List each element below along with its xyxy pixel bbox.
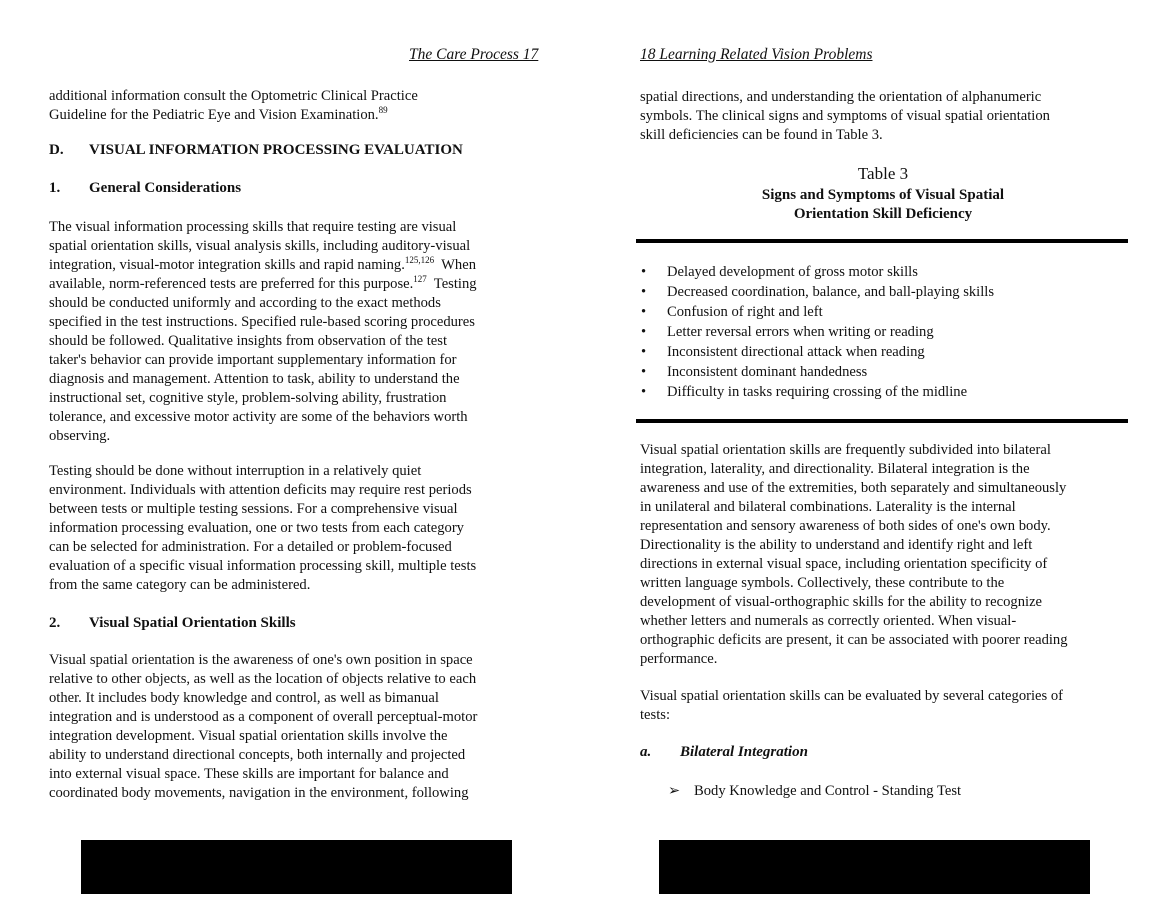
text-line: spatial directions, and understanding the orientation of alphanumeric	[640, 89, 1042, 105]
text-line: tolerance, and excessive motor activity are some of the behaviors worth	[49, 409, 468, 425]
text-line: Testing should be done without interruption in a relatively quiet	[49, 463, 422, 479]
text-line: orthographic deficits are present, it can be associated with poorer reading	[640, 632, 1068, 648]
table-label: Table 3	[857, 164, 909, 183]
text-line: Guideline for the Pediatric Eye and Vision Examination.$^{89}$	[49, 105, 388, 123]
list-item: • Confusion of right and left	[641, 304, 823, 320]
list-item: • Difficulty in tasks requiring crossing of the midline	[641, 384, 968, 400]
text-line: performance.	[640, 651, 718, 667]
table-top-rule	[636, 239, 1128, 243]
citation: 127	[413, 274, 427, 284]
text-line: coordinated body movements, navigation in the environment, following	[49, 785, 469, 801]
text-line: skill deficiencies can be found in Table 3.	[640, 127, 883, 143]
list-item: • Delayed development of gross motor skills	[641, 264, 918, 280]
text-line: from the same category can be administered.	[49, 577, 311, 593]
list-item: • Decreased coordination, balance, and ball-playing skills	[641, 284, 995, 300]
subsection-heading: 1. General Considerations	[49, 180, 242, 196]
bullet-icon: •	[641, 304, 647, 320]
intro-paragraph	[640, 88, 1130, 145]
text-line: representation and sensory awareness of both sides of one's own body.	[640, 518, 1051, 534]
arrow-bullet-icon: ➢	[668, 783, 681, 799]
bullet-icon: •	[641, 264, 647, 280]
citation: 89	[378, 105, 388, 115]
paragraph	[640, 441, 1130, 669]
paragraph	[49, 651, 539, 803]
text-line: available, norm-referenced tests are preferred for this purpose.$^{127}$ Testing	[49, 274, 477, 292]
bullet-icon: •	[641, 384, 647, 400]
text-line: development of visual-orthographic skills for the ability to recognize	[640, 594, 1043, 610]
text-line: diagnosis and management. Attention to task, ability to understand the	[49, 371, 460, 387]
text-line: can be selected for administration. For a detailed or problem-focused	[49, 539, 452, 555]
citation: 125,126	[404, 255, 435, 265]
text-line: Visual spatial orientation skills are frequently subdivided into bilateral	[640, 442, 1051, 458]
text-line: spatial orientation skills, visual analysis skills, including auditory-visual	[49, 238, 471, 254]
subsection-heading: 2. Visual Spatial Orientation Skills	[49, 615, 296, 631]
text-line: Visual spatial orientation skills can be evaluated by several categories of	[640, 688, 1064, 704]
paragraph	[49, 218, 539, 446]
text-line: directions in external visual space, including orientation specificity of	[640, 556, 1048, 572]
text-line: should be followed. Qualitative insights from observation of the test	[49, 333, 448, 349]
page-header: 18 Learning Related Vision Problems	[640, 46, 873, 63]
text-line: ability to understand directional concepts, both internally and projected	[49, 747, 466, 763]
paragraph	[640, 687, 1130, 725]
bullet-icon: •	[641, 324, 647, 340]
text-line: taker's behavior can provide important supplementary information for	[49, 352, 457, 368]
paragraph	[49, 462, 539, 595]
list-item: • Inconsistent dominant handedness	[641, 364, 868, 380]
table-title: Signs and Symptoms of Visual Spatial Orientation Skill Deficiency	[761, 187, 1005, 222]
text-line: in unilateral and bilateral combinations. Laterality is the internal	[640, 499, 1016, 515]
text-line: should be conducted uniformly and according to the exact methods	[49, 295, 441, 311]
list-item: • Inconsistent directional attack when reading	[641, 344, 925, 360]
text-line: awareness and use of the extremities, both separately and simultaneously	[640, 480, 1067, 496]
text-line: Visual spatial orientation is the awareness of one's own position in space	[49, 652, 473, 668]
text-line: specified in the test instructions. Specified rule-based scoring procedures	[49, 314, 475, 330]
text-line: integration development. Visual spatial orientation skills involve the	[49, 728, 448, 744]
symptom-list	[640, 262, 994, 402]
text-line: The visual information processing skills that require testing are visual	[49, 219, 457, 235]
text-line: other. It includes body knowledge and control, as well as bimanual	[49, 690, 439, 706]
text-line: integration and is understood as a component of overall perceptual-motor	[49, 709, 478, 725]
text-line: Directionality is the ability to understand and identify right and left	[640, 537, 1033, 553]
text-line: tests:	[640, 707, 670, 723]
text-line: relative to other objects, as well as the location of objects relative to each	[49, 671, 477, 687]
page-header: The Care Process 17	[409, 46, 539, 63]
section-heading: D. VISUAL INFORMATION PROCESSING EVALUATION	[49, 142, 463, 158]
text-line: whether letters and numerals as correctly oriented. When visual-	[640, 613, 1017, 629]
bullet-icon: •	[641, 364, 647, 380]
redaction-bar	[81, 840, 512, 894]
text-line: observing.	[49, 428, 111, 444]
text-line: into external visual space. These skills are important for balance and	[49, 766, 449, 782]
text-line: environment. Individuals with attention deficits may require rest periods	[49, 482, 472, 498]
text-line: between tests or multiple testing sessions. For a comprehensive visual	[49, 501, 458, 517]
text-line: written language symbols. Collectively, these contribute to the	[640, 575, 1005, 591]
redaction-bar	[659, 840, 1090, 894]
subsection-heading: a. Bilateral Integration	[640, 744, 808, 760]
arrow-list-item: ➢ Body Knowledge and Control - Standing Test	[668, 783, 962, 799]
bullet-icon: •	[641, 344, 647, 360]
intro-paragraph	[49, 87, 539, 125]
bullet-icon: •	[641, 284, 647, 300]
text-line: additional information consult the Optometric Clinical Practice	[49, 88, 418, 104]
text-line: integration, laterality, and directionality. Bilateral integration is the	[640, 461, 1030, 477]
text-line: integration, visual-motor integration skills and rapid naming.$^{125,126}$ When	[49, 255, 476, 273]
table-bottom-rule	[636, 419, 1128, 423]
text-line: evaluation of a specific visual information processing skill, multiple tests	[49, 558, 477, 574]
list-item: • Letter reversal errors when writing or reading	[641, 324, 934, 340]
text-line: symbols. The clinical signs and symptoms of visual spatial orientation	[640, 108, 1050, 124]
text-line: instructional set, cognitive style, problem-solving ability, frustration	[49, 390, 447, 406]
text-line: information processing evaluation, one or two tests from each category	[49, 520, 464, 536]
